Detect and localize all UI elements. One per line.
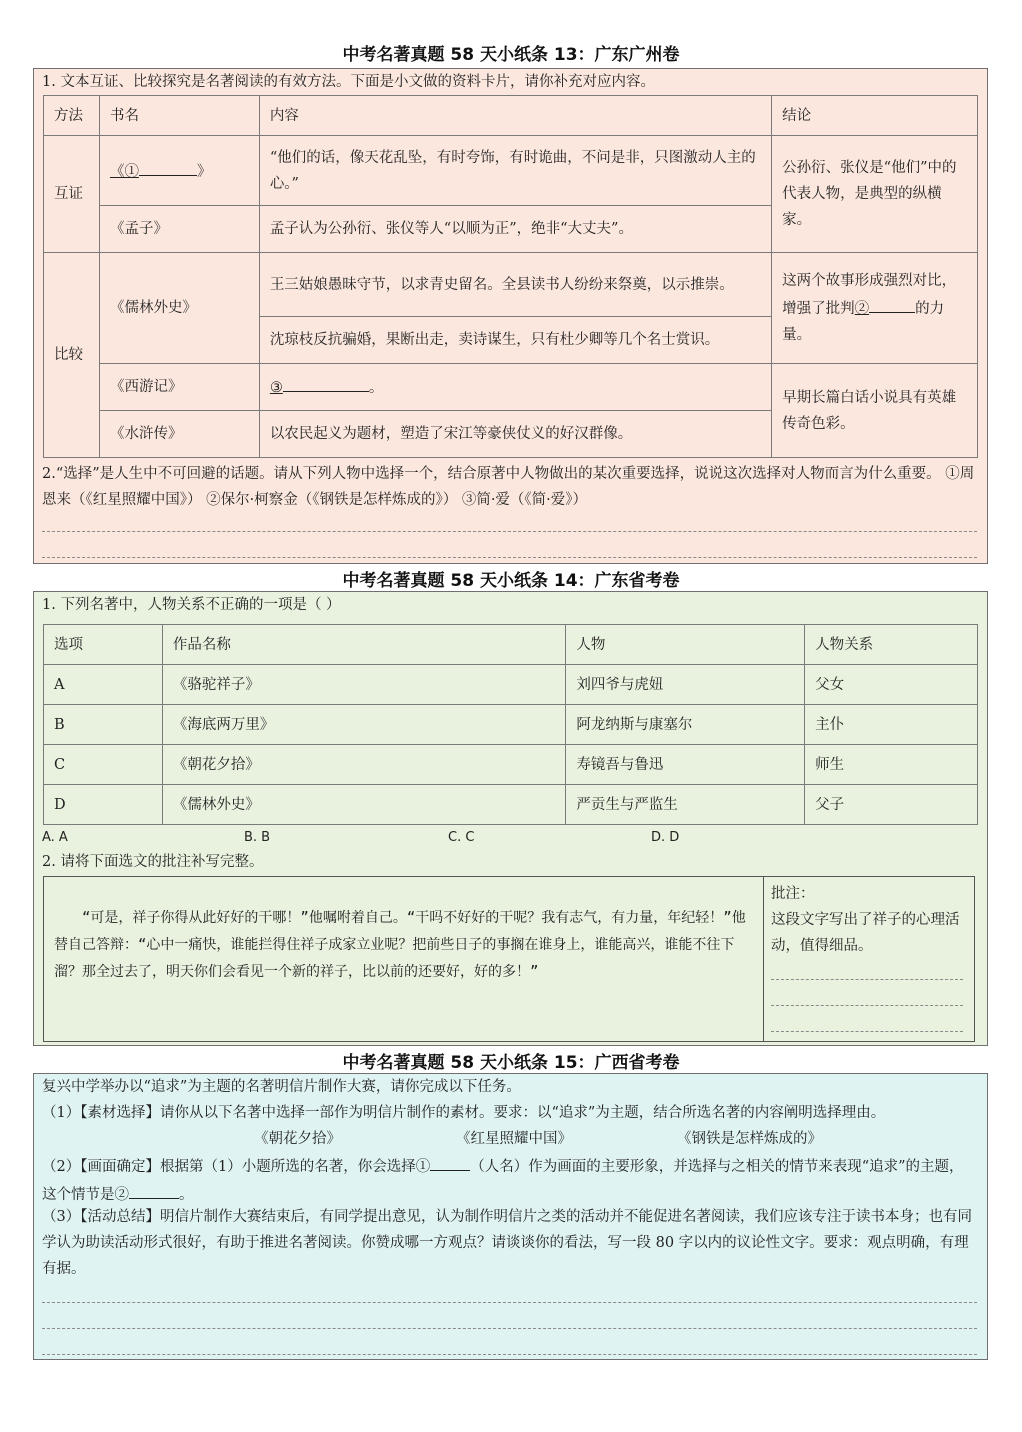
fill-blank-person[interactable] (430, 1152, 470, 1171)
answer-line[interactable] (42, 1354, 977, 1355)
option-letter: A (44, 665, 163, 705)
conclusion-2: 这两个故事形成强烈对比，增强了批判② 的力量。 (772, 253, 978, 364)
content-row-3: 王三姑娘愚昧守节，以求青史留名。全县读书人纷纷来祭奠，以示推崇。 (259, 253, 771, 317)
section-15-box (33, 1073, 988, 1360)
characters: 阿龙纳斯与康塞尔 (566, 705, 805, 745)
s14-question-2: 2. 请将下面选文的批注补写完整。 (42, 854, 264, 870)
book-rulinwaishi: 《儒林外史》 (99, 253, 259, 364)
characters: 严贡生与严监生 (566, 785, 805, 825)
annotation-line[interactable] (771, 1031, 963, 1032)
answer-line[interactable] (42, 1328, 977, 1329)
book-xiyouji: 《西游记》 (99, 364, 259, 411)
header-conclusion: 结论 (772, 96, 978, 136)
header-relation: 人物关系 (805, 625, 978, 665)
header-book: 书名 (99, 96, 259, 136)
conclusion-1: 公孙衍、张仪是“他们”中的代表人物，是典型的纵横家。 (772, 136, 978, 253)
annotation-line[interactable] (771, 979, 963, 980)
table-row (44, 705, 978, 745)
annotation-line[interactable] (771, 1005, 963, 1006)
header-content: 内容 (259, 96, 771, 136)
answer-line[interactable] (42, 531, 977, 532)
choice-d[interactable]: D. D (651, 830, 680, 845)
book-option-2[interactable]: 《红星照耀中国》 (456, 1131, 572, 1147)
s14-question-1: 1. 下列名著中，人物关系不正确的一项是（ ） (42, 597, 341, 613)
method-bijiao: 比较 (44, 253, 100, 458)
header-characters: 人物 (566, 625, 805, 665)
content-row-6: 以农民起义为题材，塑造了宋江等豪侠仗义的好汉群像。 (259, 411, 771, 458)
annotation-text: 这段文字写出了祥子的心理活动，值得细品。 (771, 912, 960, 954)
table-row (44, 745, 978, 785)
section-14-title: 中考名著真题 58 天小纸条 14：广东省考卷 (342, 571, 680, 591)
relation: 父女 (805, 665, 978, 705)
s14-relation-table (43, 624, 978, 825)
fill-blank-3[interactable] (283, 373, 369, 392)
book-blank-1: 《① 》 (99, 136, 259, 206)
book-shuihuzhuan: 《水浒传》 (99, 411, 259, 458)
option-letter: D (44, 785, 163, 825)
conclusion-3: 早期长篇白话小说具有英雄传奇色彩。 (772, 364, 978, 458)
task-1: （1）【素材选择】请你从以下名著中选择一部作为明信片制作的素材。要求：以“追求”为主题，结合所选名著的内容阐明选择理由。 (42, 1105, 886, 1121)
book-mengzi: 《孟子》 (99, 206, 259, 253)
work-name: 《骆驼祥子》 (162, 665, 566, 705)
choice-c[interactable]: C. C (448, 830, 475, 845)
header-work: 作品名称 (162, 625, 566, 665)
task-2: （2）【画面确定】根据第（1）小题所选的名著，你会选择① （人名）作为画面的主要形象，并选择与之相关的情节来表现“追求”的主题，这个情节是② 。 (42, 1152, 977, 1208)
characters: 寿镜吾与鲁迅 (566, 745, 805, 785)
characters: 刘四爷与虎妞 (566, 665, 805, 705)
section-13-box (33, 68, 988, 564)
choice-a[interactable]: A. A (42, 830, 68, 845)
s13-card-table (43, 95, 978, 458)
book-option-3[interactable]: 《钢铁是怎样炼成的》 (677, 1131, 822, 1147)
section-13-title: 中考名著真题 58 天小纸条 13：广东广州卷 (342, 45, 680, 65)
fill-blank-2[interactable] (869, 294, 915, 313)
relation: 父子 (805, 785, 978, 825)
passage-text: “可是，祥子你得从此好好的干哪！”他嘱咐着自己。“干吗不好好的干呢？我有志气，有力量，年纪轻！”他替自己答辩：“心中一痛快，谁能拦得住祥子成家立业呢？把前些日子的事搁在谁身上，谁能高兴，谁能不往下溜？那全过去了，明天你们会看见一个新的祥子，比以前的还要好，好的多！” (54, 910, 746, 980)
fill-blank-plot[interactable] (129, 1180, 179, 1199)
task-3: （3）【活动总结】明信片制作大赛结束后，有同学提出意见，认为制作明信片之类的活动并不能促进名著阅读，我们应该专注于读书本身；也有同学认为助读活动形式很好，有助于推进名著阅读。你赞成哪一方观点？请谈谈你的看法，写一段 80 字以内的议论性文字。要求：观点明确，有理有据。 (42, 1209, 972, 1277)
answer-line[interactable] (42, 557, 977, 558)
section-15-title: 中考名著真题 58 天小纸条 15：广西省考卷 (342, 1053, 680, 1073)
work-name: 《朝花夕拾》 (162, 745, 566, 785)
annotation-label: 批注： (771, 886, 815, 902)
work-name: 《海底两万里》 (162, 705, 566, 745)
choice-b[interactable]: B. B (244, 830, 271, 845)
option-letter: B (44, 705, 163, 745)
relation: 主仆 (805, 705, 978, 745)
s13-question-2: 2.“选择”是人生中不可回避的话题。请从下列人物中选择一个，结合原著中人物做出的某次重要选择，说说这次选择对人物而言为什么重要。 ①周恩来（《红星照耀中国》） ②保尔·柯察金（《钢铁是怎样炼成的》） ③简·爱（《简·爱》） (42, 466, 975, 508)
method-huzheng: 互证 (44, 136, 100, 253)
content-row-4: 沈琼枝反抗骗婚，果断出走，卖诗谋生，只有杜少卿等几个名士赏识。 (259, 317, 771, 364)
content-row-2: 孟子认为公孙衍、张仪等人“以顺为正”，绝非“大丈夫”。 (259, 206, 771, 253)
relation: 师生 (805, 745, 978, 785)
fill-blank-1[interactable] (139, 157, 197, 176)
section-14-box (33, 591, 988, 1046)
table-row (44, 665, 978, 705)
header-option: 选项 (44, 625, 163, 665)
s15-intro: 复兴中学举办以“追求”为主题的名著明信片制作大赛，请你完成以下任务。 (42, 1079, 521, 1095)
table-row (44, 785, 978, 825)
passage-frame (43, 876, 975, 1042)
header-method: 方法 (44, 96, 100, 136)
book-option-1[interactable]: 《朝花夕拾》 (254, 1131, 341, 1147)
s13-question-1: 1. 文本互证、比较探究是名著阅读的有效方法。下面是小文做的资料卡片，请你补充对应内容。 (42, 74, 655, 90)
answer-line[interactable] (42, 1302, 977, 1303)
work-name: 《儒林外史》 (162, 785, 566, 825)
option-letter: C (44, 745, 163, 785)
content-row-1: “他们的话，像天花乱坠，有时夸饰，有时诡曲，不问是非，只图激动人主的心。” (259, 136, 771, 206)
content-row-5: ③ 。 (259, 364, 771, 411)
